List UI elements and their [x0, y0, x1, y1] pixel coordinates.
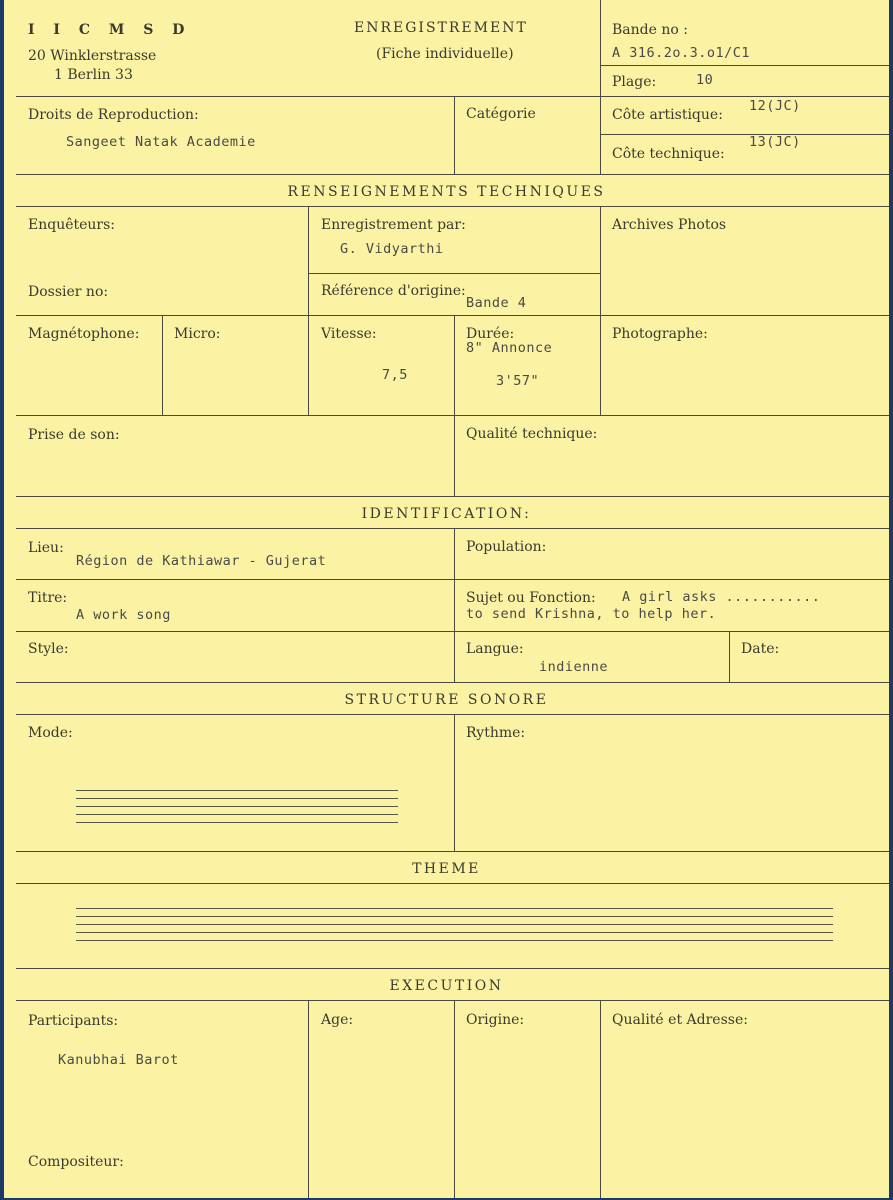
enregistrement-par-value: G. Vidyarthi	[340, 241, 444, 257]
rule-theme-bottom	[16, 968, 889, 969]
vitesse-label: Vitesse:	[321, 326, 377, 342]
rule-plage-top	[600, 65, 889, 66]
section-title-execution: EXECUTION	[389, 978, 504, 994]
rule-categorie-left	[454, 96, 455, 174]
rule-style-bottom	[16, 682, 889, 683]
cote-technique-value: 13(JC)	[749, 134, 801, 150]
age-label: Age:	[321, 1012, 354, 1028]
section-title-structure: STRUCTURE SONORE	[344, 692, 549, 708]
rule-vitesse-bottom	[16, 415, 889, 416]
rule-exec-col3	[454, 1000, 455, 1198]
mode-label: Mode:	[28, 725, 73, 741]
rule-header-bottom	[16, 96, 889, 97]
rule-lieu-bottom	[16, 579, 889, 580]
bande-label: Bande no :	[612, 22, 688, 38]
sujet-value-line2: to send Krishna, to help her.	[466, 606, 717, 622]
rule-tech-col2	[308, 206, 309, 415]
sujet-value-line1: A girl asks ...........	[622, 589, 821, 605]
lieu-value: Région de Kathiawar - Gujerat	[76, 553, 327, 569]
plage-label: Plage:	[612, 74, 657, 90]
bande-value: A 316.2o.3.o1/C1	[612, 45, 751, 61]
magnetophone-label: Magnétophone:	[28, 326, 140, 342]
vitesse-value: 7,5	[382, 367, 408, 383]
rule-prise-bottom	[16, 496, 889, 497]
reference-label: Référence d'origine:	[321, 283, 466, 299]
form-subtitle: (Fiche individuelle)	[376, 46, 514, 62]
archives-photos-label: Archives Photos	[612, 217, 727, 233]
style-label: Style:	[28, 641, 69, 657]
duree-value-time: 3'57"	[496, 373, 540, 389]
rule-header-right-col	[600, 0, 601, 174]
rule-magnetophone-right	[162, 315, 163, 415]
rule-ident-center	[454, 528, 455, 682]
rule-exec-col4	[600, 1000, 601, 1198]
rule-theme-title-bottom	[16, 883, 889, 884]
rule-vitesse-right	[454, 315, 455, 415]
date-label: Date:	[741, 641, 780, 657]
section-title-identification: IDENTIFICATION:	[361, 506, 532, 522]
qualite-adresse-label: Qualité et Adresse:	[612, 1012, 748, 1028]
rule-mode-bottom	[16, 851, 889, 852]
institute-logo: I I C M S D	[28, 22, 192, 38]
plage-value: 10	[696, 72, 714, 88]
micro-label: Micro:	[174, 326, 221, 342]
section-title-technical: RENSEIGNEMENTS TECHNIQUES	[287, 184, 606, 200]
population-label: Population:	[466, 539, 547, 555]
mode-writing-line	[76, 798, 398, 799]
titre-label: Titre:	[28, 590, 68, 606]
sujet-label: Sujet ou Fonction:	[466, 590, 596, 606]
theme-writing-line	[76, 932, 833, 933]
theme-writing-line	[76, 908, 833, 909]
langue-value: indienne	[539, 659, 609, 675]
rule-ident-title-bottom	[16, 528, 889, 529]
cote-technique-label: Côte technique:	[612, 146, 725, 162]
participants-label: Participants:	[28, 1013, 119, 1029]
rule-titre-bottom	[16, 631, 889, 632]
origine-label: Origine:	[466, 1012, 525, 1028]
cote-artistique-label: Côte artistique:	[612, 107, 723, 123]
reference-value: Bande 4	[466, 295, 527, 311]
theme-writing-line	[76, 916, 833, 917]
duree-label: Durée:	[466, 326, 515, 342]
cote-artistique-value: 12(JC)	[749, 98, 801, 114]
participants-value: Kanubhai Barot	[58, 1052, 179, 1068]
droits-value: Sangeet Natak Academie	[66, 134, 256, 150]
theme-writing-line	[76, 940, 833, 941]
enqueteurs-label: Enquêteurs:	[28, 217, 116, 233]
rule-dossier-bottom	[16, 315, 889, 316]
theme-writing-line	[76, 924, 833, 925]
rule-execution-title-bottom	[16, 1000, 889, 1001]
prise-de-son-label: Prise de son:	[28, 427, 120, 443]
address-city: 1 Berlin 33	[54, 67, 133, 83]
qualite-technique-label: Qualité technique:	[466, 426, 598, 442]
address-street: 20 Winklerstrasse	[28, 48, 157, 64]
categorie-label: Catégorie	[466, 106, 536, 122]
enregistrement-par-label: Enregistrement par:	[321, 217, 466, 233]
form-title: ENREGISTREMENT	[354, 20, 528, 36]
duree-value-annonce: 8" Annonce	[466, 340, 553, 356]
rule-exec-col2	[308, 1000, 309, 1198]
rythme-label: Rythme:	[466, 725, 526, 741]
rule-tech-col4	[600, 206, 601, 415]
rule-structure-title-bottom	[16, 714, 889, 715]
photographe-label: Photographe:	[612, 326, 708, 342]
mode-writing-line	[76, 790, 398, 791]
mode-writing-line	[76, 814, 398, 815]
droits-label: Droits de Reproduction:	[28, 107, 199, 123]
mode-writing-line	[76, 822, 398, 823]
rule-tech-title-bottom	[16, 206, 889, 207]
rule-prise-right	[454, 415, 455, 496]
lieu-label: Lieu:	[28, 540, 64, 556]
mode-writing-line	[76, 806, 398, 807]
recording-index-card	[4, 0, 889, 1198]
compositeur-label: Compositeur:	[28, 1154, 124, 1170]
rule-reference-top	[308, 273, 600, 274]
titre-value: A work song	[76, 607, 171, 623]
rule-rights-bottom	[16, 174, 889, 175]
dossier-label: Dossier no:	[28, 284, 109, 300]
rule-mode-right	[454, 714, 455, 851]
section-title-theme: THEME	[412, 861, 481, 877]
rule-date-left	[729, 631, 730, 682]
rule-cote-divider	[600, 134, 889, 135]
langue-label: Langue:	[466, 641, 524, 657]
